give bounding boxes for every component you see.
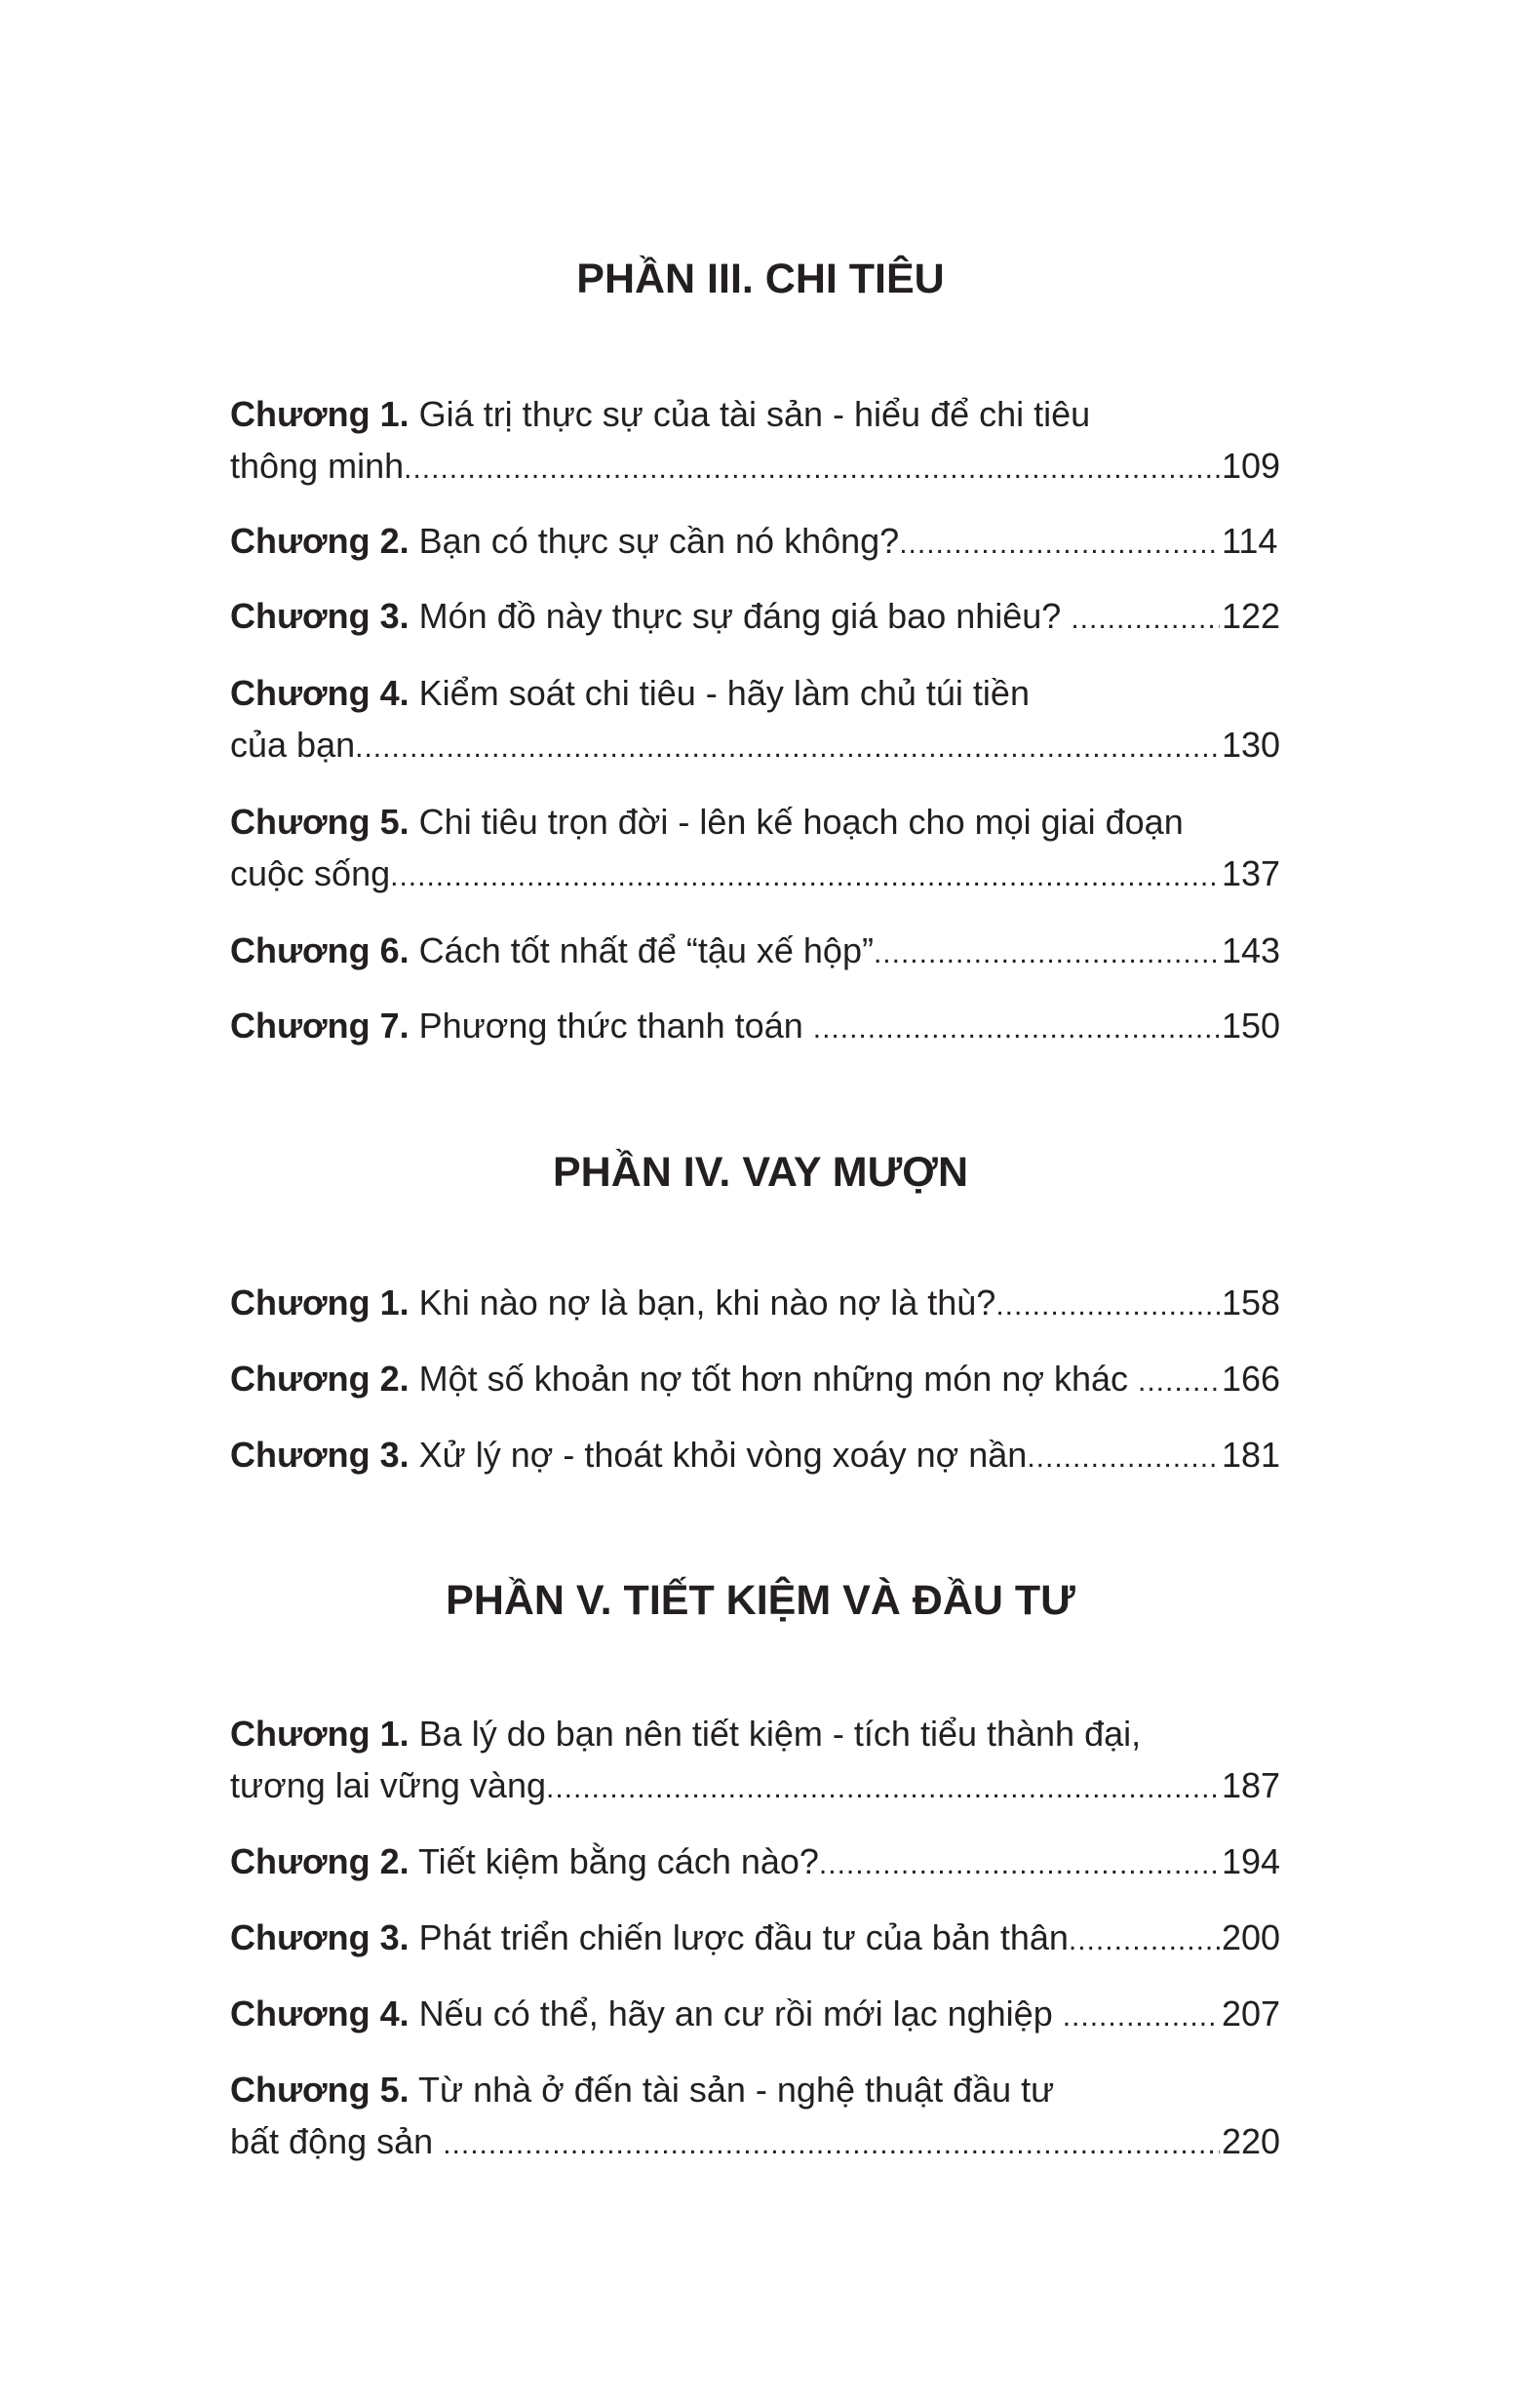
chapter-heading (230, 1279, 995, 1327)
chapter-title: Tiết kiệm bằng cách nào? (418, 1841, 819, 1881)
chapter-title: Món đồ này thực sự đáng giá bao nhiêu? (418, 596, 1072, 636)
page-number: 194 (1222, 1841, 1281, 1881)
entry-leader-line (230, 592, 1220, 641)
chapter-title-continued: bất động sản (230, 2121, 444, 2161)
page-number: 181 (1222, 1435, 1281, 1475)
page-number: 187 (1222, 1765, 1281, 1805)
leader-dots (1063, 1993, 1220, 2041)
chapter-heading (230, 1990, 1063, 2038)
chapter-title-continued: cuộc sống (230, 853, 391, 893)
chapter-label: Chương 3. (230, 1435, 410, 1475)
entry-leader-line (230, 1990, 1220, 2038)
page-number: 130 (1222, 725, 1281, 765)
page-number: 220 (1222, 2121, 1281, 2161)
page-number: 207 (1222, 1994, 1281, 2033)
chapter-title: Giá trị thực sự của tài sản - hiểu để chi tiêu (418, 394, 1091, 434)
entry-leader-line (230, 1837, 1220, 1886)
chapter-label: Chương 5. (230, 2070, 410, 2110)
leader-dots (874, 929, 1220, 978)
entry-leader-line (230, 517, 1220, 566)
chapter-label: Chương 4. (230, 673, 410, 713)
chapter-title: Từ nhà ở đến tài sản - nghệ thuật đầu tư (418, 2070, 1055, 2110)
entry-leader-line (230, 442, 1220, 491)
chapter-title: Một số khoản nợ tốt hơn những món nợ khác (418, 1359, 1139, 1399)
chapter-title: Phương thức thanh toán (418, 1006, 813, 1046)
leader-dots (1138, 1358, 1220, 1406)
chapter-heading (230, 592, 1071, 641)
chapter-label: Chương 2. (230, 1841, 410, 1881)
chapter-label: Chương 5. (230, 802, 410, 842)
leader-dots (390, 852, 1220, 901)
chapter-heading (230, 1837, 819, 1886)
chapter-label: Chương 3. (230, 1917, 410, 1957)
chapter-heading (230, 1355, 1138, 1403)
entry-leader-line (230, 927, 1220, 975)
chapter-title: Phát triển chiến lược đầu tư của bản thân (418, 1917, 1069, 1957)
chapter-label: Chương 1. (230, 394, 410, 434)
leader-dots (813, 1005, 1220, 1053)
chapter-title-continued: của bạn (230, 725, 356, 765)
leader-dots (995, 1282, 1220, 1330)
chapter-label: Chương 2. (230, 521, 410, 561)
chapter-label: Chương 1. (230, 1283, 410, 1322)
chapter-heading (230, 1002, 813, 1050)
entry-line (230, 1710, 1293, 1758)
chapter-title: Bạn có thực sự cần nó không? (418, 521, 900, 561)
chapter-title-continued: tương lai vững vàng (230, 1765, 546, 1805)
page-number: 200 (1222, 1917, 1281, 1957)
page-number: 122 (1222, 596, 1281, 636)
chapter-label: Chương 2. (230, 1359, 410, 1399)
page-number: 150 (1222, 1006, 1281, 1046)
chapter-title: Xử lý nợ - thoát khỏi vòng xoáy nợ nần (418, 1435, 1028, 1475)
leader-dots (404, 445, 1220, 493)
entry-line (230, 669, 1293, 718)
page-number: 137 (1222, 853, 1281, 893)
leader-dots (899, 520, 1220, 569)
page-number: 114 (1222, 521, 1278, 561)
chapter-title: Kiểm soát chi tiêu - hãy làm chủ túi tiền (418, 673, 1030, 713)
part-title: PHẦN V. TIẾT KIỆM VÀ ĐẦU TƯ (446, 1577, 1075, 1624)
chapter-label: Chương 3. (230, 596, 410, 636)
entry-leader-line (230, 721, 1220, 770)
entry-line (230, 798, 1293, 847)
chapter-label: Chương 1. (230, 1714, 410, 1754)
page-number: 109 (1222, 446, 1281, 486)
entry-leader-line (230, 1431, 1220, 1480)
entry-leader-line (230, 849, 1220, 898)
chapter-label: Chương 7. (230, 1006, 410, 1046)
leader-dots (546, 1764, 1220, 1813)
part-title: PHẦN IV. VAY MƯỢN (552, 1149, 969, 1196)
chapter-heading (230, 517, 899, 566)
page-number: 158 (1222, 1283, 1281, 1322)
chapter-title-continued: thông minh (230, 446, 405, 486)
entry-leader-line (230, 1002, 1220, 1050)
chapter-title: Ba lý do bạn nên tiết kiệm - tích tiểu thành đại, (418, 1714, 1142, 1754)
leader-dots (355, 724, 1220, 772)
entry-line (230, 390, 1293, 439)
page-number: 166 (1222, 1359, 1281, 1399)
entry-leader-line (230, 1914, 1220, 1962)
chapter-title: Nếu có thể, hãy an cư rồi mới lạc nghiệp (418, 1994, 1063, 2033)
chapter-label: Chương 4. (230, 1994, 410, 2033)
leader-dots (819, 1840, 1220, 1889)
part-title: PHẦN III. CHI TIÊU (576, 256, 945, 302)
chapter-title: Cách tốt nhất để “tậu xế hộp” (418, 930, 874, 970)
leader-dots (1071, 595, 1220, 644)
leader-dots (1027, 1434, 1220, 1482)
chapter-title: Khi nào nợ là bạn, khi nào nợ là thù? (418, 1283, 996, 1322)
chapter-label: Chương 6. (230, 930, 410, 970)
leader-dots (443, 2120, 1220, 2169)
chapter-heading (230, 927, 874, 975)
entry-line (230, 2066, 1293, 2114)
entry-leader-line (230, 1279, 1220, 1327)
entry-leader-line (230, 1355, 1220, 1403)
entry-leader-line (230, 1761, 1220, 1810)
leader-dots (1069, 1916, 1220, 1965)
page-number: 143 (1222, 930, 1281, 970)
chapter-heading (230, 1431, 1027, 1480)
chapter-title: Chi tiêu trọn đời - lên kế hoạch cho mọi giai đoạn (418, 802, 1184, 842)
entry-leader-line (230, 2117, 1220, 2166)
chapter-heading (230, 1914, 1069, 1962)
